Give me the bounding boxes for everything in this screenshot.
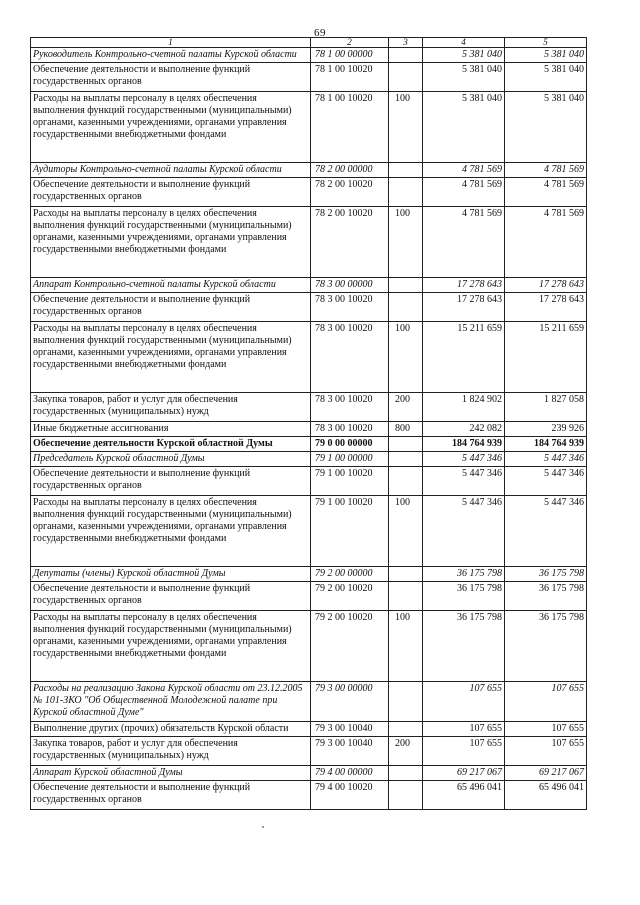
row-name: Обеспечение деятельности и выполнение функций государственных органов bbox=[31, 63, 311, 92]
row-sum-year-1: 65 496 041 bbox=[423, 781, 505, 810]
row-sum-year-1: 36 175 798 bbox=[423, 611, 505, 682]
table-row bbox=[31, 178, 587, 207]
row-name: Обеспечение деятельности и выполнение функций государственных органов bbox=[31, 178, 311, 207]
row-expense-type bbox=[389, 467, 423, 496]
row-sum-year-1: 242 082 bbox=[423, 422, 505, 437]
row-expense-type: 200 bbox=[389, 737, 423, 766]
row-code: 79 2 00 00000 bbox=[311, 567, 389, 582]
table-row bbox=[31, 582, 587, 611]
row-name: Аппарат Контрольно-счетной палаты Курской области bbox=[31, 278, 311, 293]
header-col-4: 4 bbox=[423, 38, 505, 48]
row-expense-type bbox=[389, 278, 423, 293]
table-row bbox=[31, 467, 587, 496]
row-sum-year-1: 5 381 040 bbox=[423, 63, 505, 92]
row-code: 78 3 00 10020 bbox=[311, 422, 389, 437]
row-name: Иные бюджетные ассигнования bbox=[31, 422, 311, 437]
row-sum-year-2: 5 381 040 bbox=[505, 48, 587, 63]
row-name: Расходы на выплаты персоналу в целях обеспечения выполнения функций государственными (муниципальными) органами, казенными учреждениями, органами управления государственными внебюджетными фондами bbox=[31, 207, 311, 278]
row-sum-year-2: 4 781 569 bbox=[505, 207, 587, 278]
row-sum-year-1: 4 781 569 bbox=[423, 178, 505, 207]
row-sum-year-2: 5 381 040 bbox=[505, 92, 587, 163]
row-code: 79 2 00 10020 bbox=[311, 582, 389, 611]
table-row bbox=[31, 682, 587, 722]
row-name: Обеспечение деятельности и выполнение функций государственных органов bbox=[31, 582, 311, 611]
table-row bbox=[31, 437, 587, 452]
row-code: 79 3 00 10040 bbox=[311, 737, 389, 766]
row-sum-year-2: 36 175 798 bbox=[505, 611, 587, 682]
row-code: 79 1 00 10020 bbox=[311, 496, 389, 567]
row-code: 78 3 00 00000 bbox=[311, 278, 389, 293]
row-expense-type bbox=[389, 48, 423, 63]
page-number: 69 bbox=[314, 27, 326, 39]
row-expense-type: 100 bbox=[389, 496, 423, 567]
row-name: Выполнение других (прочих) обязательств Курской области bbox=[31, 722, 311, 737]
row-expense-type bbox=[389, 63, 423, 92]
row-sum-year-1: 184 764 939 bbox=[423, 437, 505, 452]
row-sum-year-2: 5 381 040 bbox=[505, 63, 587, 92]
row-sum-year-1: 17 278 643 bbox=[423, 293, 505, 322]
header-col-2: 2 bbox=[311, 38, 389, 48]
row-name: Руководитель Контрольно-счетной палаты Курской области bbox=[31, 48, 311, 63]
table-row bbox=[31, 163, 587, 178]
row-sum-year-2: 5 447 346 bbox=[505, 496, 587, 567]
row-expense-type: 100 bbox=[389, 92, 423, 163]
row-name: Расходы на выплаты персоналу в целях обеспечения выполнения функций государственными (муниципальными) органами, казенными учреждениями, органами управления государственными внебюджетными фондами bbox=[31, 322, 311, 393]
row-code: 78 2 00 00000 bbox=[311, 163, 389, 178]
header-col-1: 1 bbox=[31, 38, 311, 48]
scan-speck bbox=[262, 826, 264, 828]
row-sum-year-2: 1 827 058 bbox=[505, 393, 587, 422]
row-name: Расходы на выплаты персоналу в целях обеспечения выполнения функций государственными (муниципальными) органами, казенными учреждениями, органами управления государственными внебюджетными фондами bbox=[31, 611, 311, 682]
row-code: 78 3 00 10020 bbox=[311, 322, 389, 393]
row-code: 79 4 00 10020 bbox=[311, 781, 389, 810]
table-row bbox=[31, 781, 587, 810]
row-sum-year-1: 4 781 569 bbox=[423, 163, 505, 178]
table-row bbox=[31, 496, 587, 567]
row-code: 78 2 00 10020 bbox=[311, 178, 389, 207]
row-code: 78 3 00 10020 bbox=[311, 293, 389, 322]
budget-table bbox=[30, 37, 587, 810]
row-sum-year-1: 107 655 bbox=[423, 737, 505, 766]
row-sum-year-1: 17 278 643 bbox=[423, 278, 505, 293]
row-name: Аудиторы Контрольно-счетной палаты Курской области bbox=[31, 163, 311, 178]
row-code: 78 2 00 10020 bbox=[311, 207, 389, 278]
row-sum-year-2: 107 655 bbox=[505, 737, 587, 766]
row-sum-year-1: 5 447 346 bbox=[423, 467, 505, 496]
row-code: 79 1 00 10020 bbox=[311, 467, 389, 496]
row-sum-year-1: 36 175 798 bbox=[423, 567, 505, 582]
row-expense-type bbox=[389, 437, 423, 452]
row-sum-year-1: 15 211 659 bbox=[423, 322, 505, 393]
row-sum-year-2: 69 217 067 bbox=[505, 766, 587, 781]
table-row bbox=[31, 766, 587, 781]
row-name: Расходы на реализацию Закона Курской области от 23.12.2005 № 101-ЗКО "Об Общественной Молодежной палате при Курской областной Думе" bbox=[31, 682, 311, 722]
row-sum-year-2: 5 447 346 bbox=[505, 452, 587, 467]
row-sum-year-1: 107 655 bbox=[423, 682, 505, 722]
row-code: 79 2 00 10020 bbox=[311, 611, 389, 682]
row-sum-year-1: 69 217 067 bbox=[423, 766, 505, 781]
header-col-5: 5 bbox=[505, 38, 587, 48]
row-expense-type bbox=[389, 567, 423, 582]
row-expense-type: 800 bbox=[389, 422, 423, 437]
row-sum-year-1: 5 381 040 bbox=[423, 48, 505, 63]
row-expense-type bbox=[389, 582, 423, 611]
row-sum-year-2: 184 764 939 bbox=[505, 437, 587, 452]
table-row bbox=[31, 63, 587, 92]
row-sum-year-1: 5 447 346 bbox=[423, 452, 505, 467]
row-sum-year-1: 36 175 798 bbox=[423, 582, 505, 611]
table-row bbox=[31, 207, 587, 278]
row-sum-year-2: 4 781 569 bbox=[505, 163, 587, 178]
row-code: 78 1 00 10020 bbox=[311, 92, 389, 163]
row-name: Обеспечение деятельности Курской областной Думы bbox=[31, 437, 311, 452]
row-code: 79 1 00 00000 bbox=[311, 452, 389, 467]
table-row bbox=[31, 92, 587, 163]
table-row bbox=[31, 293, 587, 322]
row-sum-year-1: 5 381 040 bbox=[423, 92, 505, 163]
row-sum-year-2: 65 496 041 bbox=[505, 781, 587, 810]
row-expense-type bbox=[389, 178, 423, 207]
row-name: Аппарат Курской областной Думы bbox=[31, 766, 311, 781]
row-code: 79 3 00 00000 bbox=[311, 682, 389, 722]
row-expense-type bbox=[389, 163, 423, 178]
row-sum-year-2: 36 175 798 bbox=[505, 582, 587, 611]
header-row bbox=[31, 38, 587, 48]
row-name: Закупка товаров, работ и услуг для обеспечения государственных (муниципальных) нужд bbox=[31, 393, 311, 422]
row-code: 78 1 00 10020 bbox=[311, 63, 389, 92]
row-sum-year-2: 239 926 bbox=[505, 422, 587, 437]
row-name: Расходы на выплаты персоналу в целях обеспечения выполнения функций государственными (муниципальными) органами, казенными учреждениями, органами управления государственными внебюджетными фондами bbox=[31, 496, 311, 567]
table-row bbox=[31, 393, 587, 422]
table-row bbox=[31, 737, 587, 766]
table-row bbox=[31, 322, 587, 393]
row-sum-year-2: 36 175 798 bbox=[505, 567, 587, 582]
row-expense-type bbox=[389, 293, 423, 322]
row-sum-year-1: 107 655 bbox=[423, 722, 505, 737]
row-sum-year-2: 15 211 659 bbox=[505, 322, 587, 393]
row-sum-year-1: 5 447 346 bbox=[423, 496, 505, 567]
row-expense-type bbox=[389, 781, 423, 810]
row-name: Депутаты (члены) Курской областной Думы bbox=[31, 567, 311, 582]
row-expense-type bbox=[389, 722, 423, 737]
row-code: 79 4 00 00000 bbox=[311, 766, 389, 781]
row-sum-year-2: 4 781 569 bbox=[505, 178, 587, 207]
table-row bbox=[31, 722, 587, 737]
row-name: Обеспечение деятельности и выполнение функций государственных органов bbox=[31, 467, 311, 496]
row-code: 79 3 00 10040 bbox=[311, 722, 389, 737]
row-sum-year-2: 107 655 bbox=[505, 722, 587, 737]
table-row bbox=[31, 567, 587, 582]
row-code: 78 1 00 00000 bbox=[311, 48, 389, 63]
table-row bbox=[31, 278, 587, 293]
budget-table-body bbox=[31, 38, 587, 810]
row-sum-year-1: 4 781 569 bbox=[423, 207, 505, 278]
row-name: Обеспечение деятельности и выполнение функций государственных органов bbox=[31, 293, 311, 322]
row-name: Обеспечение деятельности и выполнение функций государственных органов bbox=[31, 781, 311, 810]
row-code: 79 0 00 00000 bbox=[311, 437, 389, 452]
row-expense-type: 200 bbox=[389, 393, 423, 422]
table-row bbox=[31, 611, 587, 682]
row-expense-type bbox=[389, 766, 423, 781]
row-name: Председатель Курской областной Думы bbox=[31, 452, 311, 467]
row-sum-year-2: 107 655 bbox=[505, 682, 587, 722]
row-expense-type bbox=[389, 452, 423, 467]
row-sum-year-2: 5 447 346 bbox=[505, 467, 587, 496]
row-sum-year-1: 1 824 902 bbox=[423, 393, 505, 422]
table-row bbox=[31, 452, 587, 467]
row-expense-type: 100 bbox=[389, 207, 423, 278]
row-code: 78 3 00 10020 bbox=[311, 393, 389, 422]
row-expense-type: 100 bbox=[389, 322, 423, 393]
table-row bbox=[31, 422, 587, 437]
row-expense-type bbox=[389, 682, 423, 722]
header-col-3: 3 bbox=[389, 38, 423, 48]
row-expense-type: 100 bbox=[389, 611, 423, 682]
table-row bbox=[31, 48, 587, 63]
row-sum-year-2: 17 278 643 bbox=[505, 278, 587, 293]
row-name: Закупка товаров, работ и услуг для обеспечения государственных (муниципальных) нужд bbox=[31, 737, 311, 766]
row-name: Расходы на выплаты персоналу в целях обеспечения выполнения функций государственными (муниципальными) органами, казенными учреждениями, органами управления государственными внебюджетными фондами bbox=[31, 92, 311, 163]
row-sum-year-2: 17 278 643 bbox=[505, 293, 587, 322]
